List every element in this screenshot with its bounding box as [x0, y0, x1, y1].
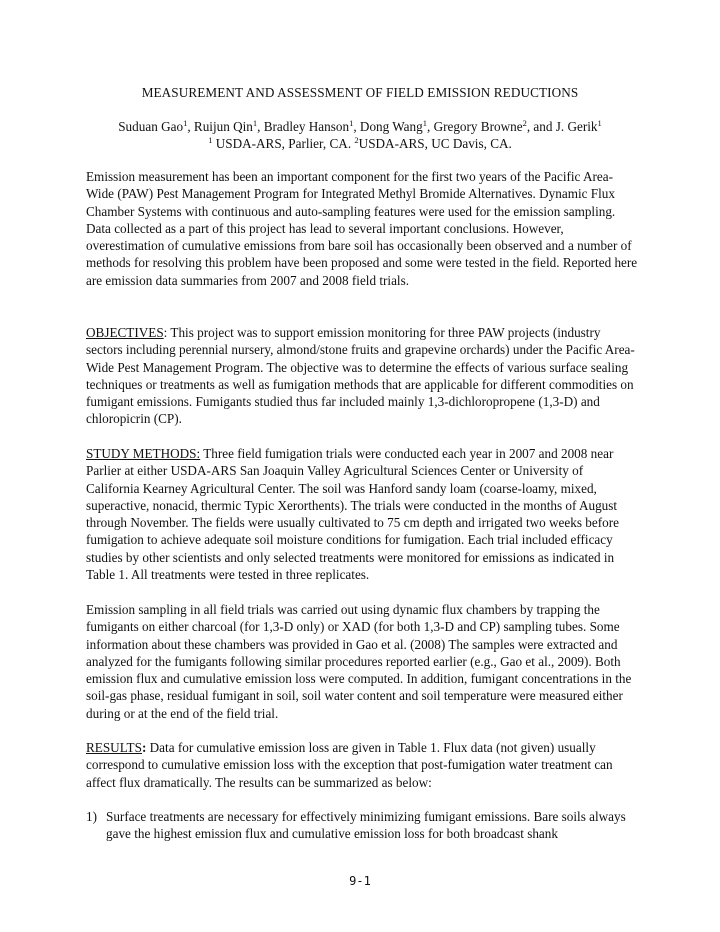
- affiliation-marker: 1: [252, 118, 258, 128]
- affiliation-marker: 1: [349, 118, 354, 128]
- author-conjunction: and: [533, 119, 553, 134]
- methods-text: Three field fumigation trials were conducted each year in 2007 and 2008 near Parlier at either USDA-ARS San Joaquin Valley Agricultural Sciences Center or University of California Kearney Agricultural Center. The soil was Hanford sandy loam (coarse-loamy, mixed, superactive, nonacid, thermic Typic Xerorthents). The trials were conducted in the months of August through November. The fields were usually cultivated to 75 cm depth and irrigated two weeks before fumigation to achieve adequate soil moisture conditions for fumigation. Each trial included efficacy studies by other scientists and only selected treatments were monitored for emissions as indicated in Table 1. All treatments were tested in three replicates.: [86, 446, 619, 583]
- objectives-heading: OBJECTIVES: [86, 325, 164, 340]
- affiliation-text: USDA-ARS, UC Davis, CA.: [358, 136, 512, 151]
- results-text: Data for cumulative emission loss are given in Table 1. Flux data (not given) usually correspond to cumulative emission loss with the exception that post-fumigation water treatment can affect flux dramatically. The results can be summarized as below:: [86, 740, 613, 790]
- author-name: Gregory Browne: [433, 119, 523, 134]
- results-paragraph: [86, 739, 638, 791]
- objectives-text: This project was to support emission monitoring for three PAW projects (industry sectors including perennial nursery, almond/stone fruits and grapevine orchards) under the Pacific Area-Wide Pest Management Program. The objective was to determine the effects of various surface sealing techniques or treatments as well as fumigation methods that are applicable for different commodities on fumigant emissions. Fumigants studied thus far included mainly 1,3-dichloropropene (1,3-D) and chloropicrin (CP).: [86, 325, 635, 427]
- sampling-paragraph: Emission sampling in all field trials was carried out using dynamic flux chambers by trapping the fumigants on either charcoal (for 1,3-D only) or XAD (for both 1,3-D and CP) sampling tubes. Some information about these chambers was provided in Gao et al. (2008) The samples were extracted and analyzed for the fumigants following similar procedures reported earlier (e.g., Gao et al., 2009). Both emission flux and cumulative emission loss were computed. In addition, fumigant concentrations in the soil-gas phase, residual fumigant in soil, soil water content and soil temperature were measured either during or at the end of the field trial.: [86, 602, 632, 721]
- intro-section: [86, 168, 638, 289]
- methods-section: [86, 445, 638, 583]
- author-block: [0, 118, 720, 152]
- list-item-text: Surface treatments are necessary for effectively minimizing fumigant emissions. Bare soils always gave the highest emission flux and cumulative emission loss for both broadcast shank: [106, 809, 626, 842]
- affiliation-marker: 2: [522, 118, 527, 128]
- author-name: J. Gerik: [555, 119, 598, 134]
- affiliation-text: USDA-ARS, Parlier, CA.: [215, 136, 352, 151]
- list-item-number: 1): [86, 809, 97, 824]
- sampling-section: [86, 601, 638, 722]
- author-name: Bradley Hanson: [263, 119, 350, 134]
- intro-paragraph: Emission measurement has been an important component for the first two years of the Pacific Area-Wide (PAW) Pest Management Program for Integrated Methyl Bromide Alternatives. Dynamic Flux Chamber Systems with continuous and auto-sampling features were used for the emission sampling. Data collected as a part of this project has lead to several important conclusions. However, overestimation of cumulative emissions from bare soil has occasionally been observed and a number of methods for resolving this problem have been proposed and some were tested in the field. Reported here are emission data summaries from 2007 and 2008 field trials.: [86, 169, 638, 288]
- heading-colon: :: [163, 325, 168, 340]
- objectives-paragraph: [86, 324, 638, 428]
- methods-heading: STUDY METHODS:: [86, 446, 201, 461]
- affiliation-marker: 2: [354, 135, 359, 145]
- objectives-section: [86, 324, 638, 428]
- affiliation-list: [0, 135, 720, 152]
- affiliation-marker: 1: [597, 118, 602, 128]
- results-heading: RESULTS: [86, 740, 142, 755]
- author-name: Dong Wang: [359, 119, 423, 134]
- affiliation-marker: 1: [422, 118, 427, 128]
- author-name: Ruijun Qin: [193, 119, 253, 134]
- affiliation-marker: 1: [208, 135, 213, 145]
- author-list: Suduan Gao$^1$, Ruijun Qin$^1$, Bradley Hanson$^1$, Dong Wang$^1$, Gregory Browne$^2$, and J. Gerik$^1$: [118, 118, 602, 134]
- affiliation-marker: 1: [183, 118, 188, 128]
- page-number: 9-1: [349, 874, 371, 888]
- author-name: Suduan Gao: [118, 119, 184, 134]
- methods-paragraph: [86, 445, 638, 583]
- heading-colon: :: [141, 740, 147, 755]
- results-section: [86, 739, 638, 791]
- paper-title: MEASUREMENT AND ASSESSMENT OF FIELD EMISSION REDUCTIONS: [141, 85, 579, 100]
- results-list: [86, 808, 638, 843]
- list-item: [86, 808, 638, 843]
